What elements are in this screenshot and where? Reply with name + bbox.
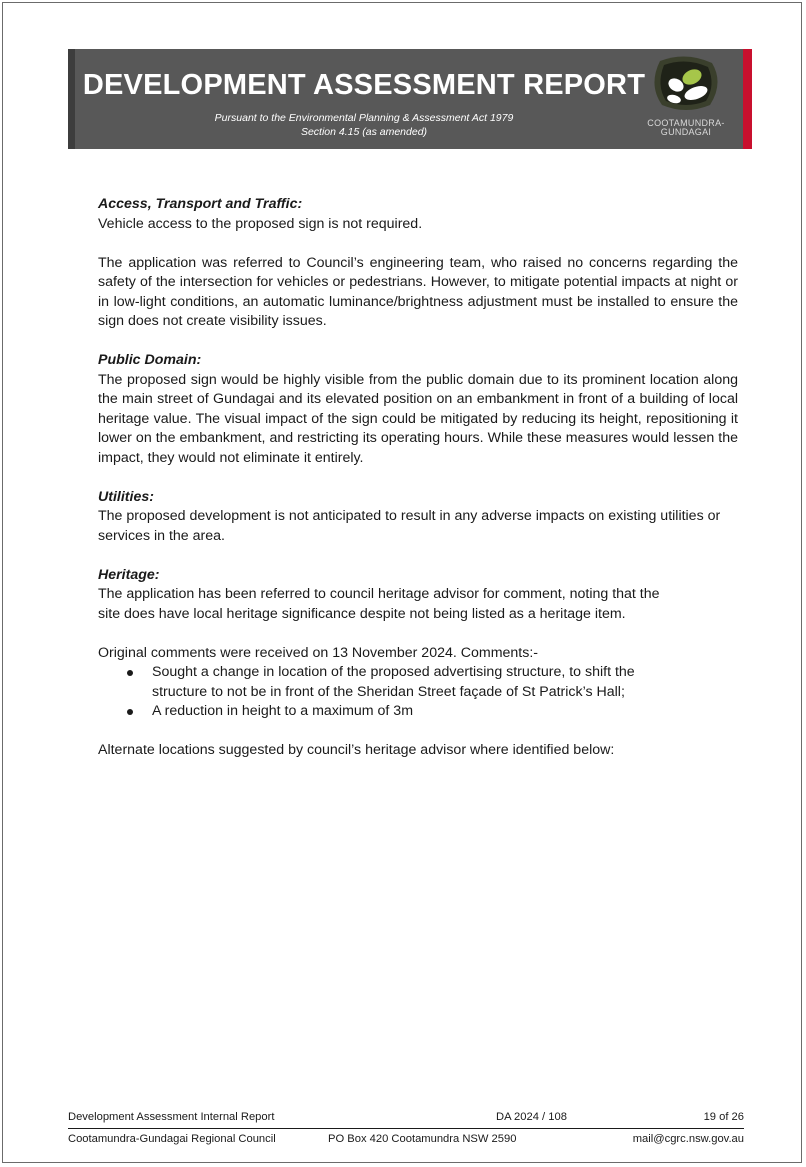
section-heading-access: Access, Transport and Traffic: — [98, 196, 303, 212]
bullet1-line2: structure to not be in front of the Sheridan Street façade of St Patrick’s Hall; — [152, 683, 625, 700]
footer-page-number: 19 of 26 — [703, 1111, 744, 1123]
council-logo — [646, 55, 736, 145]
council-logo-icon — [646, 55, 726, 117]
utilities-paragraph: The proposed development is not anticipated to result in any adverse impacts on existing utilities or services in the area. — [98, 508, 721, 544]
section-heading-heritage: Heritage: — [98, 566, 160, 583]
report-header-banner — [68, 49, 752, 149]
logo-wordmark — [646, 119, 726, 137]
bullet1-line1: Sought a change in location of the proposed advertising structure, to shift the — [152, 664, 635, 680]
heritage-p1-line2: site does have local heritage significance despite not being listed as a heritage item. — [98, 605, 626, 622]
public-domain-paragraph: The proposed sign would be highly visible from the public domain due to its prominent location along the main street of Gundagai and its elevated position on an embankment in front of a building of local heritage value. The visual impact of the sign could be mitigated by reducing its height, repositioning it lower on the embankment, and restricting its operating hours. While these measures would lessen the impact, they would not eliminate it entirely. — [98, 371, 738, 466]
footer-divider — [68, 1128, 744, 1129]
heritage-paragraph-2: Original comments were received on 13 November 2024. Comments:- — [98, 644, 538, 661]
footer-council-name: Cootamundra-Gundagai Regional Council — [68, 1133, 276, 1145]
report-subtitle-section: Section 4.15 (as amended) — [300, 126, 428, 138]
report-title: DEVELOPMENT ASSESSMENT REPORT — [82, 69, 646, 101]
report-subtitle-act: Pursuant to the Environmental Planning & Assessment Act 1979 — [214, 112, 514, 124]
heritage-paragraph-3: Alternate locations suggested by council’s heritage advisor where identified below: — [98, 742, 615, 758]
heritage-p1-line1: The application has been referred to council heritage advisor for comment, noting that the — [98, 586, 660, 602]
footer-report-name: Development Assessment Internal Report — [68, 1111, 275, 1123]
footer-email: mail@cgrc.nsw.gov.au — [632, 1133, 744, 1145]
footer-address: PO Box 420 Cootamundra NSW 2590 — [328, 1133, 517, 1145]
heritage-comments-list — [98, 663, 738, 722]
section-heading-utilities: Utilities: — [98, 488, 154, 505]
section-heading-public-domain: Public Domain: — [98, 352, 202, 368]
footer-da-number: DA 2024 / 108 — [496, 1111, 567, 1123]
report-body — [98, 195, 738, 761]
logo-text-line2: GUNDAGAI — [660, 127, 712, 137]
heritage-paragraph-1 — [98, 585, 738, 624]
list-item: A reduction in height to a maximum of 3m — [98, 702, 738, 722]
list-item — [98, 663, 738, 702]
access-paragraph-1: Vehicle access to the proposed sign is not required. — [98, 215, 423, 232]
banner-accent-strip — [743, 49, 752, 149]
access-paragraph-2: The application was referred to Council’s engineering team, who raised no concerns regarding the safety of the intersection for vehicles or pedestrians. However, to mitigate potential impacts at night or in low-light conditions, an automatic luminance/brightness adjustment must be installed to ensure the sign does not create visibility issues. — [98, 254, 738, 329]
logo-text-line1: COOTAMUNDRA- — [647, 118, 725, 128]
